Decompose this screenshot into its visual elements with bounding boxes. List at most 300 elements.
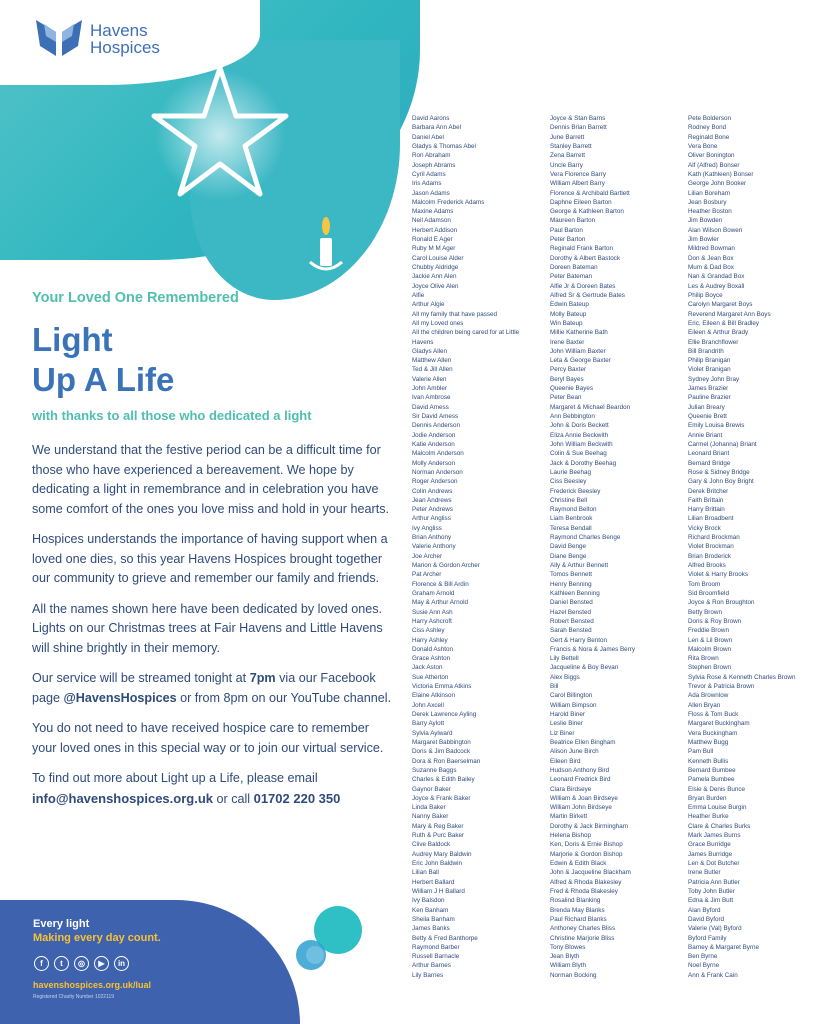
- name-entry: Peter Andrews: [412, 506, 453, 514]
- name-entry: Bryan Burden: [688, 794, 727, 802]
- service-text-c: or from 8pm on our YouTube channel.: [176, 690, 392, 705]
- name-entry: Havens: [412, 338, 434, 346]
- logo-text-line2: Hospices: [90, 38, 160, 57]
- name-entry: Ally & Arthur Bennett: [550, 562, 609, 569]
- name-entry: Neil Adamson: [412, 217, 451, 225]
- name-entry: Brian Anthony: [412, 534, 452, 542]
- name-entry: Richard Brockman: [688, 534, 740, 542]
- name-entry: Joseph Abrams: [412, 161, 456, 169]
- name-entry: Clive Baldock: [412, 841, 451, 849]
- name-entry: David Byford: [688, 915, 725, 923]
- name-entry: Alfred & Rhoda Blakesley: [550, 878, 622, 886]
- name-entry: Vicky Brock: [688, 524, 721, 532]
- service-text-a: Our service will be streamed tonight at: [32, 671, 250, 685]
- name-entry: John Ambler: [412, 385, 448, 393]
- thanks-subtitle: with thanks to all those who dedicated a light: [32, 408, 312, 423]
- name-entry: Violet Branigan: [688, 366, 731, 374]
- name-entry: All my family that have passed: [412, 310, 498, 318]
- paragraph-names: All the names shown here have been dedicated by loved ones. Lights on our Christmas trees at Fair Havens and Little Havens will shine brightly in their memory.: [32, 601, 383, 655]
- candle-icon: [306, 212, 346, 282]
- name-entry: Ruth & Purc Baker: [412, 832, 465, 840]
- name-entry: Barney & Margaret Byrne: [688, 943, 760, 951]
- name-entry: Valerie (Val) Byford: [688, 925, 742, 933]
- name-entry: Ivy Angliss: [412, 524, 442, 532]
- name-entry: Liz Biner: [550, 729, 575, 737]
- twitter-icon[interactable]: t: [54, 956, 69, 971]
- paragraph-care: You do not need to have received hospice care to remember your loved ones in this special way or to join our virtual service.: [32, 721, 384, 755]
- name-entry: Susie Ann Ash: [412, 608, 453, 616]
- title-line2: Up A Life: [32, 361, 175, 398]
- name-entry: Alison June Birch: [550, 748, 599, 756]
- name-entry: Lilian Boreham: [688, 189, 731, 197]
- name-entry: Tomos Bennett: [550, 571, 593, 579]
- name-entry: Linda Baker: [412, 804, 446, 812]
- name-entry: Derek Britcher: [688, 487, 729, 495]
- name-entry: Ciss Beesley: [550, 478, 587, 486]
- name-entry: Carol Billington: [550, 692, 593, 700]
- name-entry: Derek Lawrence Ayling: [412, 711, 477, 718]
- name-entry: Raymond Barber: [412, 943, 460, 951]
- name-entry: Harold Biner: [550, 711, 585, 718]
- page-title: [32, 320, 392, 400]
- name-entry: Lilian Ball: [412, 869, 439, 877]
- name-entry: Edwin Bateup: [550, 301, 589, 309]
- name-entry: Margaret Buckingham: [688, 720, 750, 728]
- name-entry: Violet Brockman: [688, 543, 734, 551]
- name-entry: Iris Adams: [412, 180, 442, 188]
- facebook-handle-link[interactable]: @HavensHospices: [63, 690, 177, 705]
- name-entry: William Bimpson: [550, 701, 597, 709]
- name-entry: George & Kathleen Barton: [550, 208, 624, 216]
- name-entry: Brian Broderick: [688, 552, 732, 560]
- name-entry: Jean Bosbury: [688, 198, 727, 206]
- name-entry: Norman Bocking: [550, 971, 597, 979]
- name-entry: Rodney Bond: [688, 124, 727, 132]
- name-entry: Frederick Beesley: [550, 487, 601, 495]
- name-entry: Molly Anderson: [412, 459, 456, 467]
- name-entry: Roger Anderson: [412, 478, 458, 486]
- name-entry: Charles & Edith Bailey: [412, 776, 475, 784]
- name-entry: Victoria Emma Atkins: [412, 683, 472, 691]
- name-entry: Carmel (Johanna) Briant: [688, 440, 757, 448]
- name-entry: Mildred Bowman: [688, 245, 735, 253]
- name-entry: Mary & Reg Baker: [412, 822, 464, 830]
- footer-url-link[interactable]: havenshospices.org.uk/lual: [33, 980, 152, 990]
- name-entry: Sid Broomfield: [688, 589, 729, 597]
- name-entry: Gladys Allen: [412, 347, 448, 355]
- name-entry: James Burridge: [688, 850, 733, 858]
- name-entry: Jacqueline & Boy Bevan: [550, 664, 619, 672]
- name-entry: Oliver Bonington: [688, 152, 735, 160]
- name-entry: Julian Breary: [688, 403, 725, 411]
- name-entry: Tom Broom: [688, 580, 721, 588]
- name-entry: Freddie Brown: [688, 627, 729, 635]
- name-entry: Violet & Harry Brooks: [688, 571, 749, 579]
- name-entry: Reginald Frank Barton: [550, 245, 614, 253]
- name-entry: Christine Marjorie Bliss: [550, 934, 615, 942]
- name-entry: Gary & John Boy Bright: [688, 478, 754, 486]
- name-entry: Sylvia Rose & Kenneth Charles Brown: [688, 673, 796, 681]
- name-entry: Malcolm Frederick Adams: [412, 198, 485, 206]
- name-entry: Nanny Baker: [412, 813, 449, 821]
- name-entry: Alfred Brooks: [688, 562, 726, 569]
- name-entry: Jack & Dorothy Beehag: [550, 459, 617, 467]
- name-entry: Carolyn Margaret Boys: [688, 301, 753, 309]
- name-entry: Arthur Angliss: [412, 515, 451, 523]
- name-entry: Leonard Fredrick Bird: [550, 776, 611, 784]
- name-entry: Joyce & Frank Baker: [412, 794, 471, 802]
- butterfly-icon: [34, 16, 84, 62]
- name-entry: Betty & Fred Banthorpe: [412, 934, 478, 942]
- name-entry: Henry Benning: [550, 580, 592, 588]
- name-entry: Colin & Sue Beehag: [550, 450, 607, 458]
- name-entry: Gert & Harry Benton: [550, 636, 608, 644]
- name-entry: Alfred Sr & Gertrude Bates: [550, 291, 625, 299]
- name-entry: Pauline Brazier: [688, 394, 731, 402]
- name-entry: June Barrett: [550, 133, 585, 141]
- name-entry: Ivy Balsdon: [412, 897, 445, 905]
- name-entry: All my Loved ones: [412, 319, 464, 327]
- name-entry: Ron Abraham: [412, 152, 451, 160]
- name-entry: Don & Jean Box: [688, 254, 734, 262]
- name-entry: Jackie Ann Alen: [412, 273, 457, 281]
- name-entry: Uncle Barry: [550, 161, 583, 169]
- footer-panel: [0, 900, 300, 1024]
- name-entry: Betty Brown: [688, 608, 722, 616]
- facebook-icon[interactable]: f: [34, 956, 49, 971]
- email-link[interactable]: info@havenshospices.org.uk: [32, 790, 213, 806]
- name-entry: Joyce & Ron Broughton: [688, 599, 755, 607]
- name-entry: Ada Brownlow: [688, 692, 729, 700]
- name-entry: Ben Byrne: [688, 953, 718, 961]
- name-entry: Dora & Ron Baerselman: [412, 757, 481, 765]
- names-column-2: [550, 114, 688, 980]
- name-entry: Vera Florence Barry: [550, 170, 606, 178]
- paragraph-bereavement: We understand that the festive period can be a difficult time for those who have experienced a bereavement. We hope by dedicating a light in remembrance and in celebration you have some comfort of the ones you love miss and hold in your hearts.: [32, 443, 390, 516]
- name-entry: Percy Baxter: [550, 366, 587, 374]
- name-entry: Sheila Banham: [412, 915, 455, 923]
- name-entry: Jodie Anderson: [412, 431, 456, 439]
- name-entry: Jack Aston: [412, 664, 443, 672]
- name-entry: Jim Bowden: [688, 217, 723, 225]
- name-entry: Teresa Bendall: [550, 524, 592, 532]
- name-entry: Harry Brittain: [688, 506, 725, 514]
- name-entry: Win Bateup: [550, 319, 583, 327]
- name-entry: Pete Bolderson: [688, 115, 732, 122]
- name-entry: Beryl Bayes: [550, 375, 584, 383]
- name-entry: Eileen Bird: [550, 757, 581, 765]
- name-entry: Sarah Bensted: [550, 627, 592, 635]
- name-entry: Rita Brown: [688, 655, 719, 663]
- names-column-3: [688, 114, 826, 980]
- name-entry: Eric John Baldwin: [412, 860, 463, 867]
- name-entry: Sue Atherton: [412, 673, 449, 681]
- name-entry: Hazel Bensted: [550, 608, 591, 616]
- service-text-b: via our Facebook page: [32, 671, 376, 705]
- name-entry: Alan Wilson Bowen: [688, 226, 743, 234]
- name-entry: Daphne Eileen Barton: [550, 198, 612, 206]
- name-entry: Jason Adams: [412, 189, 450, 197]
- name-entry: William & Joan Birdseye: [550, 794, 618, 802]
- name-entry: Sylvia Aylward: [412, 729, 453, 737]
- name-entry: John William Baxter: [550, 347, 606, 355]
- footer-tagline: Every light: [33, 918, 90, 930]
- name-entry: Eileen & Arthur Brady: [688, 329, 749, 337]
- name-entry: Peter Bean: [550, 394, 582, 402]
- name-entry: Helena Bishop: [550, 832, 591, 840]
- name-entry: Mum & Dad Box: [688, 264, 734, 271]
- name-entry: Zena Barrett: [550, 152, 585, 160]
- name-entry: Ken Banham: [412, 906, 449, 914]
- name-entry: Kenneth Bullis: [688, 757, 729, 765]
- name-entry: Lily Barnes: [412, 971, 444, 979]
- name-entry: Leslie Biner: [550, 720, 583, 728]
- name-entry: Cyril Adams: [412, 170, 446, 178]
- name-entry: Barry Aylott: [412, 720, 445, 728]
- name-entry: Doris & Jim Badcock: [412, 748, 471, 756]
- name-entry: Philip Branigan: [688, 357, 731, 365]
- name-entry: Martin Birkett: [550, 813, 588, 821]
- instagram-icon[interactable]: ◎: [74, 956, 89, 971]
- footer-slogan: Making every day count.: [33, 932, 161, 944]
- name-entry: Gladys & Thomas Abel: [412, 142, 476, 150]
- name-entry: Ruby M M Ager: [412, 245, 456, 253]
- name-entry: Nan & Grandad Box: [688, 273, 745, 281]
- name-entry: John & Doris Beckett: [550, 422, 609, 430]
- name-entry: Vera Buckingham: [688, 729, 738, 737]
- name-entry: Dennis Anderson: [412, 422, 460, 430]
- name-entry: Faith Brittain: [688, 496, 724, 504]
- name-entry: Floss & Tom Buck: [688, 711, 739, 718]
- name-entry: Queenie Brett: [688, 413, 727, 420]
- name-entry: Len & Dot Butcher: [688, 860, 740, 867]
- name-entry: Maureen Barton: [550, 217, 596, 225]
- name-entry: Jean Blyth: [550, 953, 580, 961]
- logo-text-line1: Havens: [90, 21, 148, 40]
- name-entry: John William Beckwith: [550, 440, 613, 448]
- name-entry: Anthoney Charles Bliss: [550, 925, 616, 933]
- name-entry: Doris & Roy Brown: [688, 617, 742, 625]
- name-entry: Ellie Branchflower: [688, 338, 739, 346]
- name-entry: Audrey Mary Baldwin: [412, 850, 472, 858]
- name-entry: Edna & Jim Butt: [688, 897, 734, 905]
- name-entry: Raymond Charles Benge: [550, 534, 621, 542]
- name-entry: Russell Barnacle: [412, 953, 460, 961]
- name-entry: Edwin & Edith Black: [550, 860, 607, 867]
- name-entry: Ann Bebbington: [550, 413, 595, 420]
- name-entry: Eliza Annie Beckwith: [550, 431, 609, 439]
- name-entry: Elsie & Denis Bunce: [688, 785, 746, 793]
- name-entry: Alan Byford: [688, 906, 721, 914]
- name-entry: Harry Ashcroft: [412, 617, 452, 625]
- contact-or: or call: [213, 791, 254, 806]
- name-entry: Ivan Ambrose: [412, 394, 451, 402]
- service-time: 7pm: [249, 671, 276, 685]
- name-entry: Joyce & Stan Barns: [550, 115, 606, 122]
- name-entry: Rosalind Blanking: [550, 897, 601, 905]
- name-entry: Len & Lil Brown: [688, 636, 733, 644]
- name-entry: Malcolm Anderson: [412, 450, 464, 458]
- name-entry: Stephen Brown: [688, 664, 732, 672]
- name-entry: Christine Bell: [550, 496, 588, 504]
- name-entry: Harry Ashley: [412, 636, 448, 644]
- name-entry: Paul Barton: [550, 226, 583, 234]
- linkedin-icon[interactable]: in: [114, 956, 129, 971]
- name-entry: Reginald Bone: [688, 133, 730, 141]
- star-icon: [150, 60, 290, 200]
- name-entry: Florence & Bill Ardin: [412, 580, 469, 588]
- name-entry: Irene Butler: [688, 869, 721, 877]
- social-links: [34, 956, 129, 971]
- name-entry: Alfie Jr & Doreen Bates: [550, 282, 616, 290]
- name-entry: Joe Archer: [412, 552, 443, 560]
- name-entry: Margaret Babbington: [412, 738, 471, 746]
- name-entry: Pam Bull: [688, 748, 714, 756]
- intro-section: [32, 290, 392, 820]
- youtube-icon[interactable]: ▶: [94, 956, 109, 971]
- name-entry: William John Birdseye: [550, 804, 612, 812]
- name-entry: Alex Biggs: [550, 673, 580, 681]
- name-entry: Noel Byrne: [688, 962, 720, 970]
- name-entry: Donald Ashton: [412, 645, 453, 653]
- name-entry: Elaine Atkinson: [412, 692, 456, 700]
- name-entry: Heather Boston: [688, 208, 732, 216]
- name-entry: Ciss Ashley: [412, 627, 445, 635]
- name-entry: Raymond Belton: [550, 506, 597, 514]
- name-entry: Margaret & Michael Beardon: [550, 403, 631, 411]
- name-entry: Mark James Burns: [688, 832, 741, 840]
- name-entry: Daniel Abel: [412, 133, 444, 141]
- name-entry: Ted & Jill Allen: [412, 366, 453, 374]
- name-entry: Rose & Sidney Bridge: [688, 468, 750, 476]
- name-entry: Carol Louise Alder: [412, 254, 464, 262]
- name-entry: Sydney John Bray: [688, 375, 740, 383]
- name-entry: David Aarons: [412, 115, 450, 122]
- name-entry: Kathleen Benning: [550, 589, 600, 597]
- name-entry: David Benge: [550, 543, 587, 551]
- names-list: [412, 114, 829, 980]
- name-entry: Doreen Bateman: [550, 264, 598, 271]
- name-entry: Bernard Bridge: [688, 459, 731, 467]
- name-entry: Liam Benbrook: [550, 515, 593, 523]
- name-entry: William J H Ballard: [412, 887, 465, 895]
- name-entry: Molly Bateup: [550, 310, 587, 318]
- name-entry: Barbara Ann Abel: [412, 124, 462, 132]
- name-entry: Valerie Allen: [412, 375, 447, 383]
- name-entry: Dorothy & Jack Birmingham: [550, 822, 629, 830]
- name-entry: James Brazier: [688, 385, 729, 393]
- name-entry: Maxine Adams: [412, 208, 454, 216]
- name-entry: Brenda May Blanks: [550, 906, 605, 914]
- name-entry: Diane Benge: [550, 552, 587, 560]
- name-entry: Patricia Ann Butler: [688, 878, 740, 886]
- name-entry: Katie Anderson: [412, 440, 455, 448]
- name-entry: Millie Katherine Bath: [550, 329, 608, 337]
- name-entry: Chubby Aldridge: [412, 264, 459, 271]
- name-entry: Graham Arnold: [412, 589, 455, 597]
- paragraph-support: Hospices understands the importance of having support when a loved one dies, so this year Havens Hospices brought together our community to grieve and remember our family and friends.: [32, 532, 388, 585]
- name-entry: Paul Richard Blanks: [550, 915, 607, 923]
- kicker-heading: Your Loved One Remembered: [32, 290, 239, 306]
- name-entry: Jim Bowler: [688, 236, 719, 244]
- name-entry: Arthur Algie: [412, 301, 445, 309]
- name-entry: Valerie Anthony: [412, 543, 456, 551]
- name-entry: Matthew Allen: [412, 357, 452, 365]
- name-entry: Philip Boyce: [688, 291, 723, 299]
- name-entry: Bill: [550, 683, 559, 691]
- name-entry: Jean Andrews: [412, 496, 452, 504]
- name-entry: George John Booker: [688, 180, 747, 188]
- name-entry: Ronald E Ager: [412, 236, 453, 244]
- name-entry: William Albert Barry: [550, 180, 605, 188]
- name-entry: Laurie Beehag: [550, 468, 591, 476]
- phone-link[interactable]: 01702 220 350: [253, 790, 341, 806]
- name-entry: Herbert Addison: [412, 226, 458, 234]
- name-entry: Les & Audrey Boxall: [688, 282, 745, 290]
- name-entry: May & Arthur Arnold: [412, 599, 468, 607]
- name-entry: Trevor & Patricia Brown: [688, 683, 755, 691]
- name-entry: Grace Burridge: [688, 841, 731, 849]
- name-entry: Herbert Ballard: [412, 878, 455, 886]
- name-entry: Toby John Butler: [688, 887, 735, 895]
- name-entry: Emily Louisa Brewis: [688, 422, 745, 430]
- name-entry: Francis & Nora & James Berry: [550, 645, 636, 653]
- name-entry: Alfie: [412, 291, 425, 299]
- name-entry: James Banks: [412, 925, 450, 933]
- name-entry: Beatrice Ellen Bingham: [550, 738, 616, 746]
- name-entry: Reverend Margaret Ann Boys: [688, 310, 771, 318]
- name-entry: Gaynor Baker: [412, 785, 451, 793]
- decorative-circle: [306, 946, 324, 964]
- name-entry: Dennis Brian Barrett: [550, 124, 607, 132]
- name-entry: Ann & Frank Cain: [688, 971, 738, 979]
- names-column-1: [412, 114, 550, 980]
- name-entry: Queenie Bayes: [550, 385, 594, 393]
- name-entry: Grace Ashton: [412, 655, 451, 663]
- paragraph-contact: [32, 769, 392, 809]
- name-entry: Sir David Amess: [412, 413, 459, 420]
- name-entry: Fred & Rhoda Blakesley: [550, 887, 618, 895]
- name-entry: Eric, Eileen & Bill Bradley: [688, 319, 760, 327]
- name-entry: Marjorie & Gordon Bishop: [550, 850, 623, 858]
- name-entry: Allen Bryan: [688, 701, 721, 709]
- havens-logo[interactable]: [34, 16, 160, 62]
- name-entry: Pamela Bumbee: [688, 776, 735, 784]
- name-entry: Florence & Archibald Bartlett: [550, 189, 630, 197]
- name-entry: Kath (Kathleen) Bonser: [688, 170, 754, 178]
- name-entry: Norman Anderson: [412, 468, 463, 476]
- name-entry: Hudson Anthony Bird: [550, 766, 610, 774]
- name-entry: John & Jacqueline Blackham: [550, 869, 631, 877]
- name-entry: Lilian Broadbent: [688, 515, 734, 523]
- name-entry: Marion & Gordon Archer: [412, 562, 480, 569]
- name-entry: David Amess: [412, 403, 449, 411]
- name-entry: Annie Briant: [688, 431, 723, 439]
- name-entry: Emma Louise Burgin: [688, 804, 747, 812]
- name-entry: Lily Bettell: [550, 655, 579, 663]
- name-entry: Dorothy & Albert Bastock: [550, 254, 620, 262]
- name-entry: Matthew Bugg: [688, 738, 729, 746]
- name-entry: Clara Birdseye: [550, 785, 592, 793]
- name-entry: Peter Barton: [550, 236, 586, 244]
- name-entry: Robert Bensted: [550, 617, 594, 625]
- name-entry: William Blyth: [550, 962, 587, 970]
- name-entry: Ken, Doris & Ernie Bishop: [550, 841, 623, 849]
- name-entry: Heather Burke: [688, 813, 729, 821]
- name-entry: Bernard Bumbee: [688, 766, 736, 774]
- name-entry: Leonard Briant: [688, 450, 730, 458]
- contact-intro: To find out more about Light up a Life, please email: [32, 771, 318, 785]
